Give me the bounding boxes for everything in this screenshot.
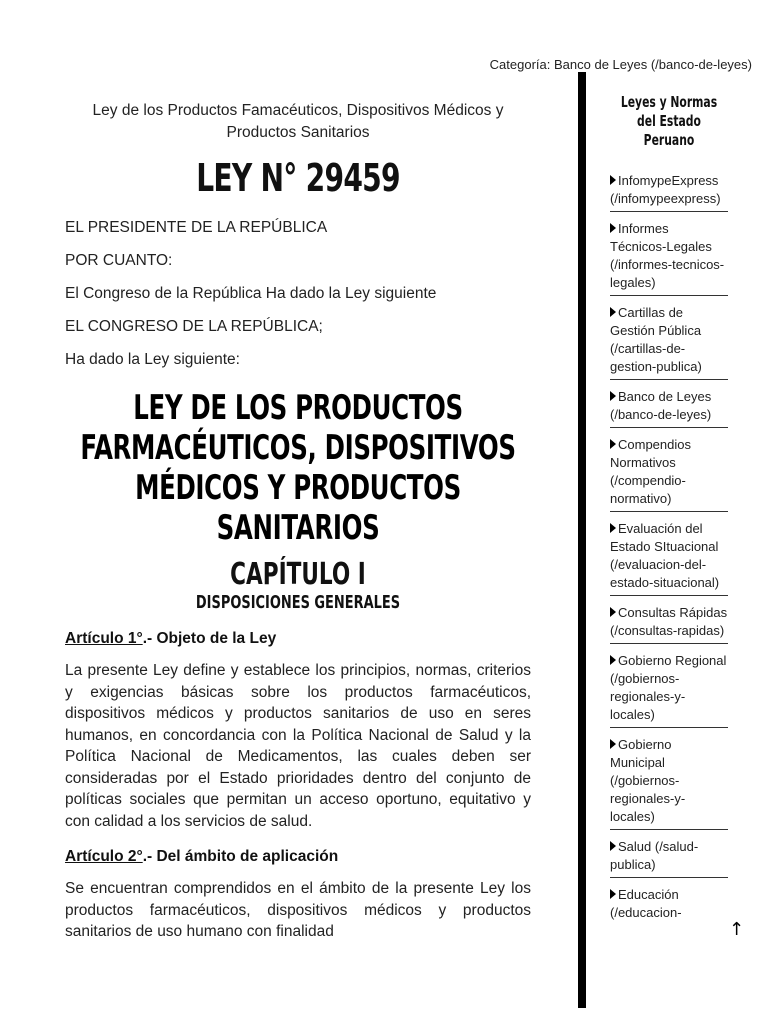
sidebar-link[interactable]: Informes Técnicos-Legales (/informes-tecnicos-legales) [610,218,728,296]
caret-right-icon [610,391,616,401]
preamble-line: EL CONGRESO DE LA REPÚBLICA; [65,318,323,335]
sidebar-link[interactable]: Educación (/educacion- [610,887,682,920]
document-body [65,100,531,943]
preamble-line: El Congreso de la República Ha dado la Ley siguiente [65,285,437,302]
chapter-subtitle: DISPOSICIONES GENERALES [195,592,401,613]
preamble-line: Ha dado la Ley siguiente: [65,351,240,368]
sidebar-link[interactable]: Salud (/salud-publica) [610,836,728,878]
article-body: La presente Ley define y establece los principios, normas, criterios y exigencias básicas sobre los productos farmacéuticos, dispositivos médicos y productos sanitarios de uso en seres humanos, en concordancia con la Política Nacional de Salud y la Política Nacional de Medicamentos, las cuales deben ser consideradas por el Estado prioridades dentro del conjunto de políticas sociales que permitan un acceso oportuno, equitativo y con calidad a los servicios de salud. [65,662,531,830]
caret-right-icon [610,223,616,233]
law-number-title: LEY N° 29459 [196,156,400,200]
caret-right-icon [610,523,616,533]
sidebar-title: Leyes y Normas del Estado Peruano [620,93,718,149]
sidebar-link[interactable]: InfomypeExpress (/infomypeexpress) [610,170,728,212]
caret-right-icon [610,307,616,317]
preamble-line: POR CUANTO: [65,252,173,269]
article-title: .- Objeto de la Ley [142,630,277,647]
sidebar-link[interactable]: Compendios Normativos (/compendio-normativo) [610,434,728,512]
sidebar-link[interactable]: Cartillas de Gestión Pública (/cartillas-de-gestion-publica) [610,302,728,380]
sidebar [610,93,728,931]
caret-right-icon [610,841,616,851]
sidebar-link[interactable]: Banco de Leyes (/banco-de-leyes) [610,386,728,428]
sidebar-link[interactable]: Consultas Rápidas (/consultas-rapidas) [610,602,728,644]
preamble-line: EL PRESIDENTE DE LA REPÚBLICA [65,219,328,236]
article-label: Artículo 1° [65,630,143,647]
article-body: Se encuentran comprendidos en el ámbito de la presente Ley los productos farmacéuticos, dispositivos médicos y productos sanitarios de uso humano con finalidad [65,880,531,940]
article-heading [65,628,531,650]
article-title: .- Del ámbito de aplicación [142,848,339,865]
sidebar-link[interactable]: Gobierno Municipal (/gobiernos-regionales-y-locales) [610,734,728,830]
caret-right-icon [610,439,616,449]
caret-right-icon [610,175,616,185]
category-breadcrumb[interactable]: Categoría: Banco de Leyes (/banco-de-leyes) [489,57,752,72]
caret-right-icon [610,655,616,665]
article-label: Artículo 2° [65,848,143,865]
caret-right-icon [610,889,616,899]
caret-right-icon [610,739,616,749]
chapter-title: CAPÍTULO I [230,557,366,592]
arrow-up-icon[interactable]: ↑ [729,919,745,940]
law-main-heading: LEY DE LOS PRODUCTOS FARMACÉUTICOS, DISPOSITIVOS MÉDICOS Y PRODUCTOS SANITARIOS [80,388,516,548]
sidebar-link[interactable]: Evaluación del Estado SItuacional (/evaluacion-del-estado-situacional) [610,518,728,596]
sidebar-link[interactable]: Gobierno Regional (/gobiernos-regionales-y-locales) [610,650,728,728]
article-heading [65,846,531,868]
document-subtitle: Ley de los Productos Famacéuticos, Dispositivos Médicos y Productos Sanitarios [92,102,504,141]
caret-right-icon [610,607,616,617]
sidebar-divider [578,72,586,1008]
